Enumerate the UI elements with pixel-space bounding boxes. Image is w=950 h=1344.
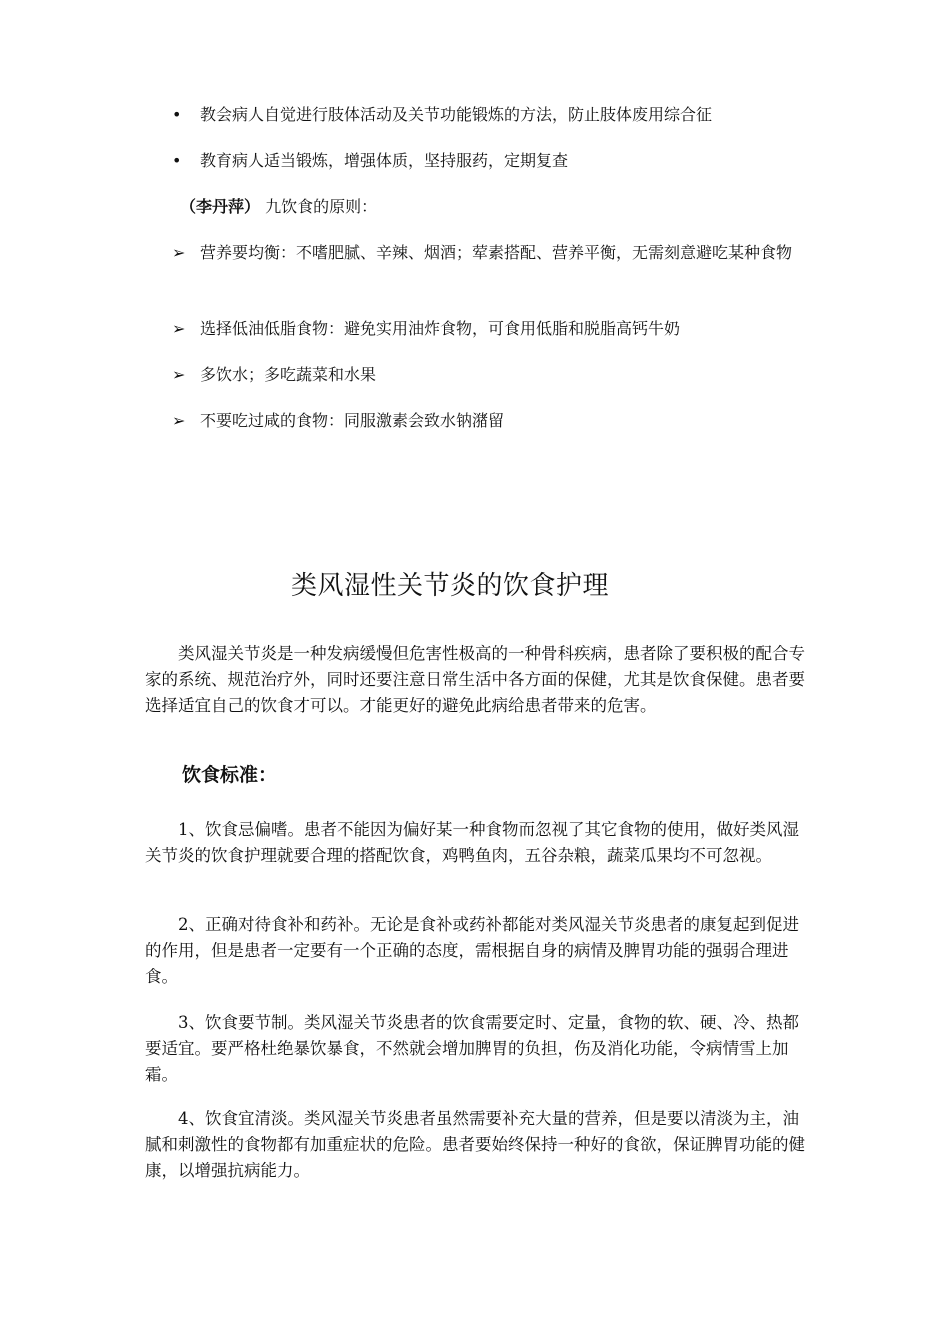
arrow-bullet-icon: ➢	[172, 411, 186, 430]
article-title: 类风湿性关节炎的饮食护理	[290, 571, 609, 601]
bullet-item	[172, 148, 832, 174]
section-author: （李丹萍）	[180, 197, 261, 216]
list-item-text: 不要吃过咸的食物：同服激素会致水钠潴留	[200, 411, 505, 430]
paragraph: 4、饮食宜清淡。类风湿关节炎患者虽然需要补充大量的营养，但是要以清淡为主，油腻和刺激性的食物都有加重症状的危险。患者要始终保持一种好的食欲，保证脾胃功能的健康，以增强抗病能力。	[145, 1109, 805, 1180]
list-item	[172, 240, 812, 266]
bullet-icon: •	[172, 105, 182, 124]
list-item	[172, 362, 812, 388]
list-item-text: 营养要均衡：不嗜肥腻、辛辣、烟酒；荤素搭配、营养平衡，无需刻意避吃某种食物	[200, 243, 793, 262]
bullet-item	[172, 102, 832, 128]
list-item-text: 选择低油低脂食物：避免实用油炸食物，可食用低脂和脱脂高钙牛奶	[200, 319, 681, 338]
bullet-text: 教会病人自觉进行肢体活动及关节功能锻炼的方法，防止肢体废用综合征	[200, 105, 713, 124]
intro-paragraph: 类风湿关节炎是一种发病缓慢但危害性极高的一种骨科疾病，患者除了要积极的配合专家的系统、规范治疗外，同时还要注意日常生活中各方面的保健，尤其是饮食保健。患者要选择适宜自己的饮食才可以。才能更好的避免此病给患者带来的危害。	[145, 644, 805, 715]
section-heading	[180, 194, 377, 220]
subheading: 饮食标准：	[182, 764, 278, 786]
arrow-bullet-icon: ➢	[172, 243, 186, 262]
arrow-bullet-icon: ➢	[172, 319, 186, 338]
paragraph: 2、正确对待食补和药补。无论是食补或药补都能对类风湿关节炎患者的康复起到促进的作用，但是患者一定要有一个正确的态度，需根据自身的病情及脾胃功能的强弱合理进食。	[145, 915, 799, 986]
section-title: 九饮食的原则：	[265, 197, 378, 216]
list-item	[172, 316, 812, 342]
paragraph: 3、饮食要节制。类风湿关节炎患者的饮食需要定时、定量，食物的软、硬、冷、热都要适宜。要严格杜绝暴饮暴食，不然就会增加脾胃的负担，伤及消化功能，令病情雪上加霜。	[145, 1013, 799, 1084]
list-item-text: 多饮水；多吃蔬菜和水果	[200, 365, 377, 384]
paragraph: 1、饮食忌偏嗜。患者不能因为偏好某一种食物而忽视了其它食物的使用，做好类风湿关节炎的饮食护理就要合理的搭配饮食，鸡鸭鱼肉，五谷杂粮，蔬菜瓜果均不可忽视。	[145, 820, 799, 865]
bullet-text: 教育病人适当锻炼，增强体质，坚持服药，定期复查	[200, 151, 569, 170]
bullet-icon: •	[172, 151, 182, 170]
arrow-bullet-icon: ➢	[172, 365, 186, 384]
list-item	[172, 408, 812, 434]
